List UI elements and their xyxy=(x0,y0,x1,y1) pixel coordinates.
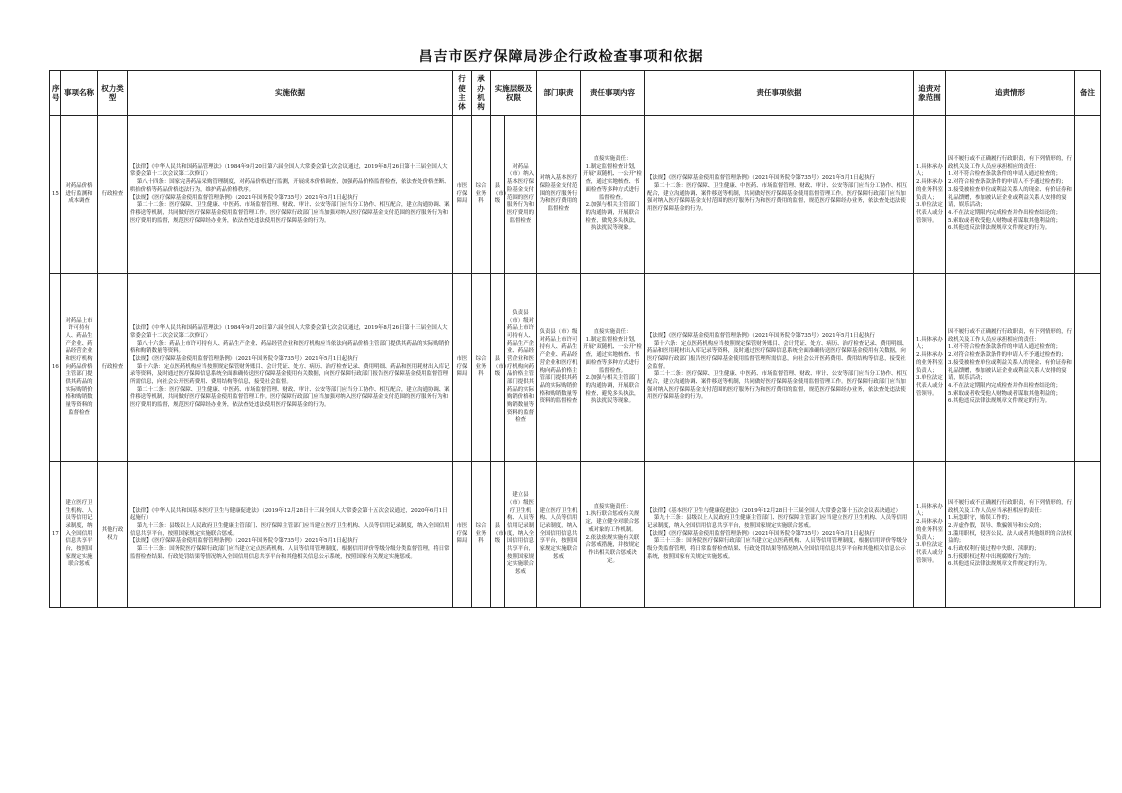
cell-name: 建立医疗卫生机构、人员等信用记录制度，纳入全国信用信息共享平台，按照国家规定实施联合惩戒 xyxy=(61,462,98,608)
cell-seq: 15 xyxy=(50,116,61,274)
cell-level: 县（市）级 xyxy=(491,462,505,608)
header-name: 事项名称 xyxy=(61,71,98,116)
cell-basis: 【法律】《中华人民共和国药品管理法》（1984年9月20日第六届全国人大常委会第七次会议通过，2019年8月26日第十三届全国人大常委会第十二次会议第二次修订） 第八十四条：国家完善药品采购管理制度，对药品价格进行监测，开展成本价格调查，加强药品价格监督检查，依法查处价格垄断、哄抬价格等药品价格违法行为，维护药品价格秩序。 【法规】《医疗保障基金使用监督管理条例》（2021年国务院令第735号）2021年5月1日起执行 第二十二条：医疗保障、卫生健康、中医药、市场监督管理、财政、审计、公安等部门应当分工协作、相互配合，建立沟通协调、案件移送等机制，共同做好医疗保障基金使用监督管理工作。医疗保障行政部门应当加强对纳入医疗保障基金支付范围的医疗服务行为和医疗费用的监督，规范医疗保障经办业务，依法查处违法使用医疗保障基金的行为。 xyxy=(128,116,453,274)
header-situation: 追责情形 xyxy=(946,71,1075,116)
cell-name: 对药品价格进行监测和成本调查 xyxy=(61,116,98,274)
cell-duty: 对纳入基本医疗保险基金支付范围的医疗服务行为和医疗费用的监督检查 xyxy=(537,116,581,274)
cell-org: 综合业务科 xyxy=(472,116,491,274)
cell-org: 综合业务科 xyxy=(472,462,491,608)
cell-basis: 【法律】《中华人民共和国基本医疗卫生与健康促进法》（2019年12月28日十三届全国人大常委会第十五次会议通过，2020年6月1日起施行） 第九十三条：县级以上人民政府卫生健康主管部门、医疗保障主管部门应当建立医疗卫生机构、人员等信用记录制度，纳入全国信用信息共享平台，按照国家规定实施联合惩戒。 【法规】《医疗保障基金使用监督管理条例》（2021年国务院令第735号）2021年5月1日起执行 第三十三条：国务院医疗保障行政部门应当建立定点医药机构、人员等信用管理制度，根据信用评价等级分级分类监督管理，将日常监督检查结果、行政处罚结果等情况纳入全国信用信息共享平台和其他相关信息公示系统，按照国家有关规定实施惩戒。 xyxy=(128,462,453,608)
header-resp: 责任事项内容 xyxy=(581,71,645,116)
cell-resp: 直接实施责任： 1.制定监督检查计划，开展"双随机、一公开"检查，通过实地核查、书面检查等多种方式进行监督检查。 2.加强与相关主管部门的沟通协调，开展联合检查，避免多头执法，执法扰民等现象。 xyxy=(581,274,645,462)
cell-level: 县（市）级 xyxy=(491,116,505,274)
header-duty: 部门职责 xyxy=(537,71,581,116)
header-basis: 实施依据 xyxy=(128,71,453,116)
cell-duty: 负责县（市）级对药品上市许可持有人、药品生产企业、药品经营企业和医疗机构向药品价格主管部门提供其药品的实际购销价格和购销数量等资料的监督检查 xyxy=(537,274,581,462)
cell-basis: 【法律】《中华人民共和国药品管理法》（1984年9月20日第六届全国人大常委会第七次会议通过，2019年8月26日第十三届全国人大常委会第十二次会议第二次修订） 第八十六条：药品上市许可持有人、药品生产企业、药品经营企业和医疗机构应当依法向药品价格主管部门提供其药品的实际购销价格和购销数量等资料。 【法规】《医疗保障基金使用监督管理条例》（2021年国务院令第735号）2021年5月1日起执行 第十六条：定点医药机构应当按照规定保管财务账目、会计凭证、处方、病历、治疗检查记录、费用明细、药品和医用耗材出入库记录等资料，及时通过医疗保障信息系统全面准确传送医疗保障基金使用有关数据，向医疗保障行政部门报告医疗保障基金使用监督管理所需信息，向社会公开医药费用、费用结构等信息，接受社会监督。 第二十二条：医疗保障、卫生健康、中医药、市场监督管理、财政、审计、公安等部门应当分工协作、相互配合，建立沟通协调、案件移送等机制，共同做好医疗保障基金使用监督管理工作。医疗保障行政部门应当加强对纳入医疗保障基金支付范围的医疗服务行为和医疗费用的监督，规范医疗保障经办业务，依法查处违法使用医疗保障基金的行为。 xyxy=(128,274,453,462)
cell-resp-basis: 【法规】《医疗保障基金使用监督管理条例》（2021年国务院令第735号）2021年5月1日起执行 第十六条：定点医药机构应当按照规定保管财务账目、会计凭证、处方、病历、治疗检查记录、费用明细、药品和医用耗材出入库记录等资料，及时通过医疗保障信息系统全面准确传送医疗保障基金使用有关数据，向医疗保障行政部门报告医疗保障基金使用监督管理所需信息，向社会公开医药费用、费用结构等信息，接受社会监督。 第二十二条：医疗保障、卫生健康、中医药、市场监督管理、财政、审计、公安等部门应当分工协作、相互配合，建立沟通协调、案件移送等机制，共同做好医疗保障基金使用监督管理工作。医疗保障行政部门应当加强对纳入医疗保障基金支付范围的医疗服务行为和医疗费用的监督，规范医疗保障经办业务，依法查处违法使用医疗保障基金的行为。 xyxy=(645,274,914,462)
cell-resp-basis: 【法律】《基本医疗卫生与健康促进法》（2019年12月28日十三届全国人大常委会第十五次会议表决通过） 第九十三条：县级以上人民政府卫生健康主管部门、医疗保障主管部门应当建立医疗卫生机构、人员等信用记录制度，纳入全国信用信息共享平台，按照国家规定实施联合惩戒。 【法规】《医疗保障基金使用监督管理条例》（2021年国务院令第735号）2021年5月1日起执行 第三十三条：国务院医疗保障行政部门应当建立定点医药机构、人员等信用管理制度，根据信用评价等级分级分类监督管理，将日常监督检查结果、行政处罚结果等情况纳入全国信用信息共享平台和其他相关信息公示系统，按照国家有关规定实施惩戒。 xyxy=(645,462,914,608)
inspection-table xyxy=(49,70,1101,608)
header-level: 实施层级及权限 xyxy=(491,71,537,116)
cell-seq: 16 xyxy=(50,274,61,462)
cell-resp: 直接实施责任： 1.制定监督检查计划，开展"双随机、一公开"检查，通过实地核查、书面检查等多种方式进行监督检查。 2.加强与相关主管部门的沟通协调，开展联合检查，做免多头执法，执法扰民等现象。 xyxy=(581,116,645,274)
cell-note xyxy=(1075,116,1101,274)
cell-situation: 因不履行或不正确履行行政职责，有下列情形的，行政机关及工作人员应当承担相应的责任： 1.玩忽职守，贻误工作的； 2.弄虚作假，误导、欺骗领导和公众的； 3.滥用职权，侵害公民、法人或者其他组织的合法权益的； 4.行政权利行使过程中失职、渎职的； 5.行使职权过程中出现腐败行为的； 6.其他违反法律法规规章文件规定的行为。 xyxy=(946,462,1075,608)
header-org: 承办机构 xyxy=(472,71,491,116)
cell-situation: 因不履行或不正确履行行政职责，有下列情形的，行政机关及工作人员应承担相应的责任： 1.对不符合检查条款条件的申请人通过检查的； 2.对符合检查条款条件的申请人不予通过检查的； 3.接受被检查单位或利益关系人的现金、有价证券和礼品馈赠，参加被认证企业或利益关系人安排的宴请，娱乐活动； 4.不在法定期限内完成检查并作出检查结论的； 5.索取或者收受他人财物或者谋取其他利益的； 6.其他违反法律法规规章文件规定的行为。 xyxy=(946,116,1075,274)
cell-name: 对药品上市许可持有人、药品生产企业、药品经营企业和医疗机构向药品价格主管部门提供其药品的实际购销价格和购销数量等资料的监督检查 xyxy=(61,274,98,462)
table-row xyxy=(50,116,1101,274)
cell-target: 1.具体承办人； 2.具体承办的业务科室负责人； 3.单位法定代表人或分管领导。 xyxy=(914,274,946,462)
header-seq: 序号 xyxy=(50,71,61,116)
cell-level-scope: 负责县（市）级对药品上市许可持有人、药品生产企业、药品经营企业和医疗机构向药品价格主管部门提供其药品的实际购销价格和购销数量等资料的监督检查 xyxy=(505,274,537,462)
cell-type: 行政检查 xyxy=(98,274,128,462)
header-target: 追责对象范围 xyxy=(914,71,946,116)
cell-situation: 因不履行或不正确履行行政职责，有下列情形的，行政机关及工作人员应承担相应的责任： 1.对不符合检查条款条件的申请人通过检查的； 2.对符合检查条款条件的申请人不予通过检查的； 3.接受被检查单位或利益关系人的现金、有价证券和礼品馈赠，参加被认证企业或利益关系人安排的宴请，娱乐活动； 4.不在法定期限内完成检查并作出检查结论的； 5.索取或者收受他人财物或者谋取其他利益的； 6.其他违反法律法规规章文件规定的行为。 xyxy=(946,274,1075,462)
table-row xyxy=(50,462,1101,608)
cell-duty: 建立医疗卫生机构、人员等信用记录制度，纳入全国信用信息共享平台，按照国家规定实施联合惩戒 xyxy=(537,462,581,608)
cell-subject: 市医疗保障局 xyxy=(453,462,472,608)
cell-org: 综合业务科 xyxy=(472,274,491,462)
cell-note xyxy=(1075,462,1101,608)
header-subject: 行使主体 xyxy=(453,71,472,116)
header-resp-basis: 责任事项依据 xyxy=(645,71,914,116)
header-note: 备注 xyxy=(1075,71,1101,116)
cell-level: 县（市）级 xyxy=(491,274,505,462)
cell-subject: 市医疗保障局 xyxy=(453,274,472,462)
cell-target: 1.具体承办人； 2.具体承办的业务科室负责人； 3.单位法定代表人或分管领导。 xyxy=(914,462,946,608)
table-header-row xyxy=(50,71,1101,116)
cell-resp: 直接实施责任： 1.执行联合惩戒有关规定，建立健全对联合惩戒对象的工作机制。 2.依法依规实施有关联合惩戒措施，并按规定作出相关联合惩戒决定。 xyxy=(581,462,645,608)
cell-type: 其他行政权力 xyxy=(98,462,128,608)
header-type: 权力类型 xyxy=(98,71,128,116)
cell-level-scope: 对药品（市）纳入基本医疗保险基金支付范围的医疗服务行为和医疗费用的监督检查 xyxy=(505,116,537,274)
cell-level-scope: 建立县（市）级医疗卫生机构、人员等信用记录制度，纳入全国信用信息共享平台，按照国家规定实施联合惩戒 xyxy=(505,462,537,608)
cell-target: 1.具体承办人； 2.具体承办的业务科室负责人； 3.单位法定代表人或分管领导。 xyxy=(914,116,946,274)
table-row xyxy=(50,274,1101,462)
cell-type: 行政检查 xyxy=(98,116,128,274)
cell-resp-basis: 【法规】《医疗保障基金使用监督管理条例》（2021年国务院令第735号）2021年5月1日起执行 第二十二条：医疗保障、卫生健康、中医药、市场监督管理、财政、审计、公安等部门应当分工协作、相互配合，建立沟通协调、案件移送等机制，共同做好医疗保障基金使用监督管理工作。医疗保障行政部门应当加强对纳入医疗保障基金支付范围的医疗服务行为和医疗费用的监督，规范医疗保障经办业务，依法查处违法使用医疗保障基金的行为。 xyxy=(645,116,914,274)
cell-note xyxy=(1075,274,1101,462)
page-title: 昌吉市医疗保障局涉企行政检查事项和依据 xyxy=(418,49,704,65)
cell-subject: 市医疗保障局 xyxy=(453,116,472,274)
cell-seq: 17 xyxy=(50,462,61,608)
